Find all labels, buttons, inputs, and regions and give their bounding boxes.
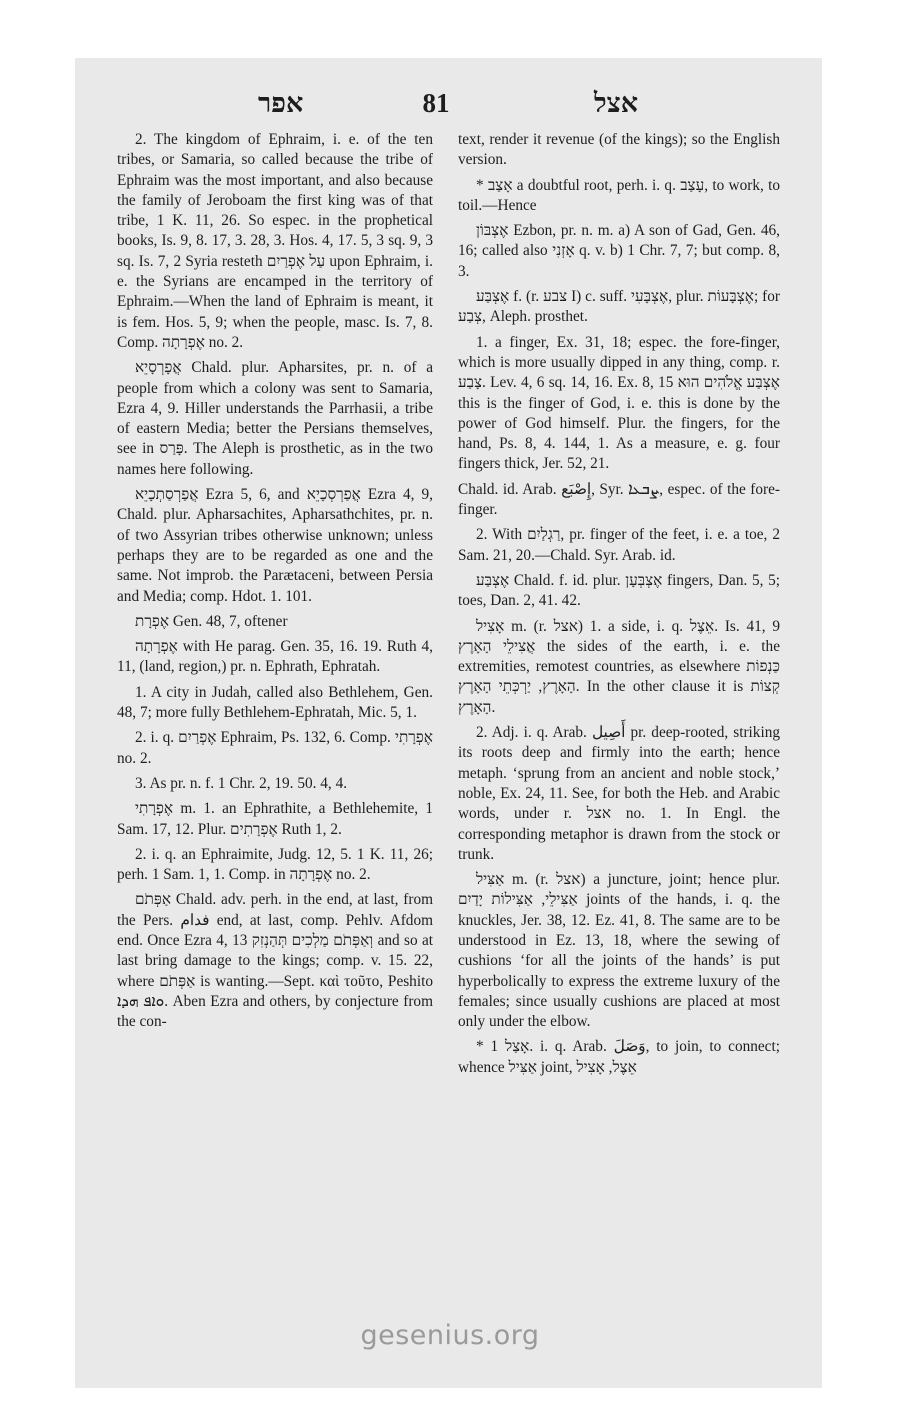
entry-paragraph: אַצִּיל m. (r. אצל) a juncture, joint; hence plur. אַצִּילֵי, אַצִּילוֹת יָדַיִם joints of the hands, i. q. the knuckles, Jer. 38, 12. Ez. 41, 8. The same are to be understood in Ez. 13, 18, where the sewing of cushions ‘for all the joints of the hands’ is put hyperbolically to express the extreme luxury of the females; since usually cushions are placed at most only under the elbow. (458, 871, 780, 1031)
entry-paragraph: 1. A city in Judah, called also Bethlehem, Gen. 48, 7; more fully Bethlehem-Ephratah, Mic. 5, 1. (117, 683, 433, 722)
page-number: 81 (422, 88, 450, 118)
entry-paragraph: אֶצְבַּע Chald. f. id. plur. אֶצְבְּעָן fingers, Dan. 5, 5; toes, Dan. 2, 41. 42. (458, 571, 781, 610)
entry-paragraph: 2. i. q. an Ephraimite, Judg. 12, 5. 1 K. 11, 26; perh. 1 Sam. 1, 1. Comp. in אֶפְרָתָה no. 2. (117, 845, 433, 884)
page-number-wrap (0, 88, 900, 119)
entry-paragraph: 2. The kingdom of Ephraim, i. e. of the ten tribes, or Samaria, so called because the tribe of Ephraim was the most important, and also because the family of Jeroboam the first king was of that tribe, 1 K. 11, 26. So espec. in the prophetical books, Is. 9, 8. 17, 3. 28, 3. Hos. 4, 17. 5, 3 sq. 9, 3 sq. Is. 7, 2 Syria resteth עַל אֶפְרַיִם upon Ephraim, i. e. the Syrians are encamped in the territory of Ephraim.—When the land of Ephraim is meant, it is fem. Hos. 5, 9; when the people, masc. Is. 7, 8. Comp. אֶפְרָתָה no. 2. (117, 131, 433, 351)
entry-paragraph: אֲפַרְסַתְכָיֵא Ezra 5, 6, and אֲפַרְסְכָיֵא Ezra 4, 9, Chald. plur. Apharsachites, Apharsathchites, pr. n. of two Assyrian tribes otherwise unknown; unless perhaps they are to be regarded as one and the same. Not improb. the Parætaceni, between Persia and Media; comp. Hdot. 1. 101. (117, 486, 434, 605)
page-header (0, 88, 900, 124)
entry-paragraph: 2. i. q. אֶפְרַיִם Ephraim, Ps. 132, 6. Comp. אֶפְרָתִי no. 2. (117, 729, 433, 767)
entry-paragraph: אַפְּתֹם Chald. adv. perh. in the end, at last, from the Pers. فدام end, at last, comp. Pehlv. Afdom end. Once Ezra 4, 13 וְאַפְּתֹם מַלְכִים תְּהַנְזִק and so at last bring damage to the kings; comp. v. 15. 22, where אַפְּתֹם is wanting.—Sept. καὶ τοῦτο, Peshito ܘܐܦ ܗܕܐ. Aben Ezra and others, by conjecture from the con- (117, 891, 433, 1031)
site-watermark: gesenius.org (360, 1320, 540, 1351)
entry-paragraph: אֶפְרָת Gen. 48, 7, oftener (135, 612, 288, 630)
entry-paragraph: 3. As pr. n. f. 1 Chr. 2, 19. 50. 4, 4. (135, 774, 348, 792)
entry-paragraph: אֶפְרָתִי m. 1. an Ephrathite, a Bethlehemite, 1 Sam. 17, 12. Plur. אֶפְרָתִים Ruth 1, 2. (117, 800, 433, 838)
entry-paragraph: * אָצַב a doubtful root, perh. i. q. עָצַב, to work, to toil.—Hence (458, 176, 780, 214)
entry-paragraph: 2. With רַגְלַיִם, pr. finger of the feet, i. e. a toe, 2 Sam. 21, 20.—Chald. Syr. Arab. id. (458, 526, 780, 564)
right-running-headword: אצל (594, 88, 639, 118)
entry-paragraph: אֲפָרְסָיֵא Chald. plur. Apharsites, pr. n. of a people from which a colony was sent to Samaria, Ezra 4, 9. Hiller understands the Parrhasii, a tribe of eastern Media; better the Persians themselves, see in פָּרַס. The Aleph is prosthetic, as in the two names here following. (117, 359, 433, 478)
entry-paragraph: * אָצַל 1. i. q. Arab. وَصَلَ, to join, to connect; whence אַצִּיל joint, אֵצֶל, אָצִיל (458, 1038, 780, 1076)
entry-paragraph: text, render it revenue (of the kings); so the English version. (458, 131, 780, 169)
right-column (458, 130, 780, 1083)
entry-paragraph: 2. Adj. i. q. Arab. أَصِيل pr. deep-rooted, striking its roots deep and firmly into the earth; hence metaph. ‘sprung from an ancient and noble stock,’ noble, Ex. 24, 11. See, for both the Heb. and Arabic words, under r. אצל no. 1. In Engl. the corresponding metaphor is drawn from the stock or trunk. (458, 724, 781, 863)
entry-paragraph: אֶצְבּוֹן Ezbon, pr. n. m. a) A son of Gad, Gen. 46, 16; called also אָזְנִי q. v. b) 1 Chr. 7, 7; but comp. 8, 3. (458, 222, 780, 280)
entry-paragraph: אָצִיל m. (r. אצל) 1. a side, i. q. אֵצֶל. Is. 41, 9 אֲצִילֵי הָאָרֶץ the sides of the earth, i. e. the extremities, remotest countries, as elsewhere כַּנְפוֹת הָאָרֶץ, יַרְכְּתֵי הָאָרֶץ. In the other clause it is קְצוֹת הָאָרֶץ. (458, 617, 780, 716)
entry-paragraph: אֶצְבַּע f. (r. צבע I) c. suff. אֶצְבָּעִי, plur. אֶצְבָּעוֹת; for צְבַע, Aleph. prosthet. (458, 288, 780, 326)
left-running-headword: אפר (258, 88, 304, 118)
entry-paragraph: Chald. id. Arab. إِصْبَع, Syr. ܨܒܥܐ, espec. of the fore-finger. (458, 480, 780, 519)
entry-paragraph: אֶפְרָתָה with He parag. Gen. 35, 16. 19. Ruth 4, 11, (land, region,) pr. n. Ephrath, Ephratah. (117, 638, 433, 676)
left-column (117, 130, 433, 1037)
entry-paragraph: 1. a finger, Ex. 31, 18; espec. the fore-finger, which is more usually dipped in any thing, comp. r. צָבַע. Lev. 4, 6 sq. 14, 16. Ex. 8, 15 אֶצְבַּע אֱלֹהִים הוּא this is the finger of God, i. e. this is done by the power of God himself. Plur. the fingers, for the hand, Ps. 8, 4. 144, 1. As a measure, e. g. four fingers thick, Jer. 52, 21. (458, 333, 780, 473)
